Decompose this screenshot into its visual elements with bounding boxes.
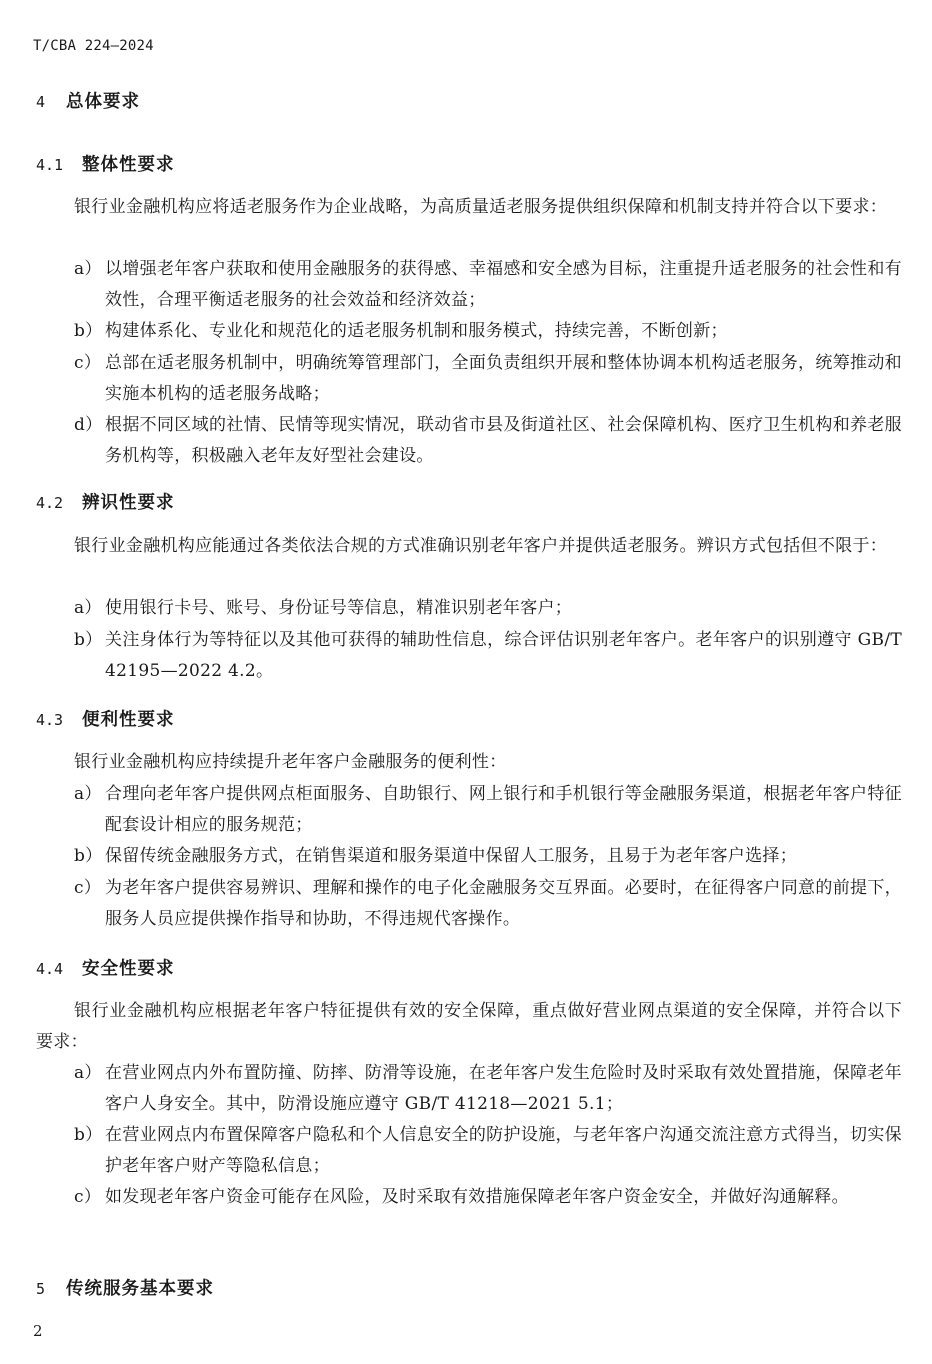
list-label: a） [74,259,102,279]
list-label: a） [74,598,102,618]
list-label: d） [74,415,103,435]
list-text: 为老年客户提供容易辨识、理解和操作的电子化金融服务交互界面。必要时，在征得客户同意的前提下，服务人员应提供操作指导和协助，不得违规代客操作。 [105,878,902,929]
section-title: 辨识性要求 [82,493,175,513]
section-4-4-intro: 银行业金融机构应根据老年客户特征提供有效的安全保障，重点做好营业网点渠道的安全保障，并符合以下要求： [36,1001,902,1052]
list-label: c） [74,353,102,373]
list-item [36,1058,902,1120]
document-id: T/CBA 224—2024 [33,38,154,54]
list-item [36,593,902,624]
list-item [36,410,902,472]
list-label: a） [74,1063,102,1083]
list-item [36,348,902,410]
list-label: c） [74,1187,102,1207]
list-label: b） [74,630,103,650]
section-number: 5 [36,1280,46,1298]
list-label: b） [74,321,103,341]
section-number: 4.4 [36,960,64,978]
list-text: 根据不同区域的社情、民情等现实情况，联动省市县及街道社区、社会保障机构、医疗卫生机构和养老服务机构等，积极融入老年友好型社会建设。 [105,415,902,466]
list-item [36,254,902,316]
section-4-heading [36,88,140,113]
list-text: 在营业网点内外布置防撞、防摔、防滑等设施，在老年客户发生危险时及时采取有效处置措施，保障老年客户人身安全。其中，防滑设施应遵守 GB/T 41218—2021 5.1； [105,1063,902,1114]
section-number: 4.2 [36,494,64,512]
list-label: a） [74,784,102,804]
list-label: c） [74,878,102,898]
section-4-2-heading [36,489,175,514]
list-item [36,779,902,841]
section-4-1-intro: 银行业金融机构应将适老服务作为企业战略，为高质量适老服务提供组织保障和机制支持并符合以下要求： [74,197,888,217]
section-4-4-heading [36,955,175,980]
section-number: 4 [36,93,46,111]
section-4-3-intro: 银行业金融机构应持续提升老年客户金融服务的便利性： [74,752,507,772]
list-text: 在营业网点内布置保障客户隐私和个人信息安全的防护设施，与老年客户沟通交流注意方式得当，切实保护老年客户财产等隐私信息； [105,1125,902,1176]
list-item [36,1182,902,1213]
list-text: 使用银行卡号、账号、身份证号等信息，精准识别老年客户； [105,598,573,618]
section-number: 4.1 [36,156,64,174]
section-number: 4.3 [36,711,64,729]
section-title: 整体性要求 [82,155,175,175]
list-item [36,316,902,347]
page-number: 2 [33,1322,43,1340]
list-text: 保留传统金融服务方式，在销售渠道和服务渠道中保留人工服务，且易于为老年客户选择； [105,846,797,866]
list-item [36,1120,902,1182]
list-text: 如发现老年客户资金可能存在风险，及时采取有效措施保障老年客户资金安全，并做好沟通解释。 [105,1187,849,1207]
section-4-3-heading [36,706,175,731]
section-title: 总体要求 [66,92,140,112]
section-title: 传统服务基本要求 [66,1279,214,1299]
list-label: b） [74,846,103,866]
section-title: 便利性要求 [82,710,175,730]
list-text: 关注身体行为等特征以及其他可获得的辅助性信息，综合评估识别老年客户。老年客户的识别遵守 GB/T 42195—2022 4.2。 [105,630,902,681]
list-item [36,873,902,935]
list-label: b） [74,1125,103,1145]
list-text: 以增强老年客户获取和使用金融服务的获得感、幸福感和安全感为目标，注重提升适老服务的社会性和有效性，合理平衡适老服务的社会效益和经济效益； [105,259,902,310]
section-title: 安全性要求 [82,959,175,979]
list-text: 合理向老年客户提供网点柜面服务、自助银行、网上银行和手机银行等金融服务渠道，根据老年客户特征配套设计相应的服务规范； [105,784,902,835]
list-item [36,841,902,872]
list-item [36,625,902,687]
section-4-2-intro: 银行业金融机构应能通过各类依法合规的方式准确识别老年客户并提供适老服务。辨识方式包括但不限于： [74,536,888,556]
section-5-heading [36,1275,214,1300]
section-4-1-heading [36,151,175,176]
list-text: 总部在适老服务机制中，明确统筹管理部门，全面负责组织开展和整体协调本机构适老服务，统筹推动和实施本机构的适老服务战略； [105,353,902,404]
list-text: 构建体系化、专业化和规范化的适老服务机制和服务模式，持续完善，不断创新； [105,321,728,341]
